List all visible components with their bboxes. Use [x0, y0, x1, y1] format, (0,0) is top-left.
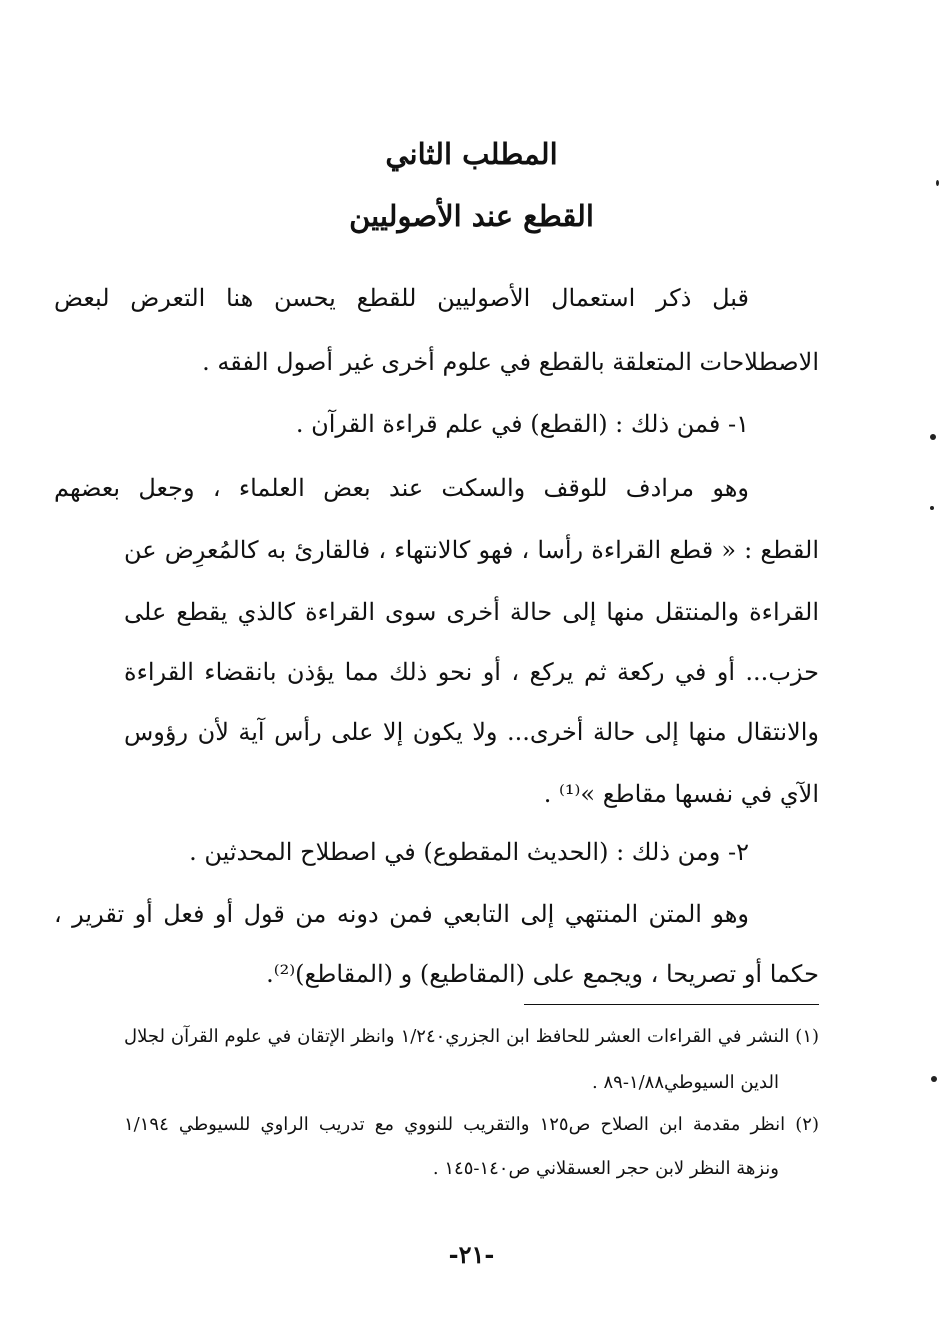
footnote-line: (٢) انظر مقدمة ابن الصلاح ص١٢٥ والتقريب للنووي مع تدريب الراوي للسيوطي ١/١٩٤ — [124, 1114, 819, 1135]
body-line-item-2: ٢- ومن ذلك : (الحديث المقطوع) في اصطلاح المحدثين . — [189, 838, 749, 866]
body-line-item-1: ١- فمن ذلك : (القطع) في علم قراءة القرآن . — [295, 410, 749, 438]
body-line: القراءة والمنتقل منها إلى حالة أخرى سوى القراءة كالذي يقطع على — [124, 598, 819, 626]
footnote-line: (١) النشر في القراءات العشر للحافظ ابن الجزري١/٢٤٠ وانظر الإتقان في علوم القرآن لجلال — [124, 1026, 819, 1047]
body-line: القطع : « قطع القراءة رأسا ، فهو كالانتهاء ، فالقارئ به كالمُعرِض عن — [124, 536, 819, 564]
footnote-separator — [524, 1004, 819, 1005]
section-subtitle: القطع عند الأصوليين — [349, 199, 594, 233]
body-line: وهو مرادف للوقف والسكت عند بعض العلماء ، وجعل بعضهم — [54, 474, 749, 502]
body-line: حزب... أو في ركعة ثم يركع ، أو نحو ذلك مما يؤذن بانقضاء القراءة — [124, 658, 819, 686]
body-line: الاصطلاحات المتعلقة بالقطع في علوم أخرى غير أصول الفقه . — [202, 348, 819, 376]
section-title: المطلب الثاني — [385, 137, 558, 171]
body-line: قبل ذكر استعمال الأصوليين للقطع يحسن هنا التعرض لبعض — [54, 284, 749, 312]
footnote-line: الدين السيوطي١/٨٨-٨٩ . — [592, 1072, 779, 1093]
body-line: والانتقال منها إلى حالة أخرى... ولا يكون إلا على رأس آية لأن رؤوس — [124, 718, 819, 746]
scan-speck — [930, 506, 934, 510]
scan-speck — [930, 434, 936, 440]
footnote-line: ونزهة النظر لابن حجر العسقلاني ص١٤٠-١٤٥ . — [432, 1158, 779, 1179]
scan-speck — [936, 180, 939, 186]
body-line: وهو المتن المنتهي إلى التابعي فمن دونه من قول أو فعل أو تقرير ، — [54, 900, 749, 928]
page-number: -٢١- — [448, 1240, 495, 1269]
body-line: الآي في نفسها مقاطع »⁽¹⁾ . — [543, 780, 819, 808]
body-line: حكما أو تصريحا ، ويجمع على (المقاطيع) و (المقاطع)⁽²⁾. — [266, 960, 819, 988]
scan-speck — [931, 1076, 937, 1082]
